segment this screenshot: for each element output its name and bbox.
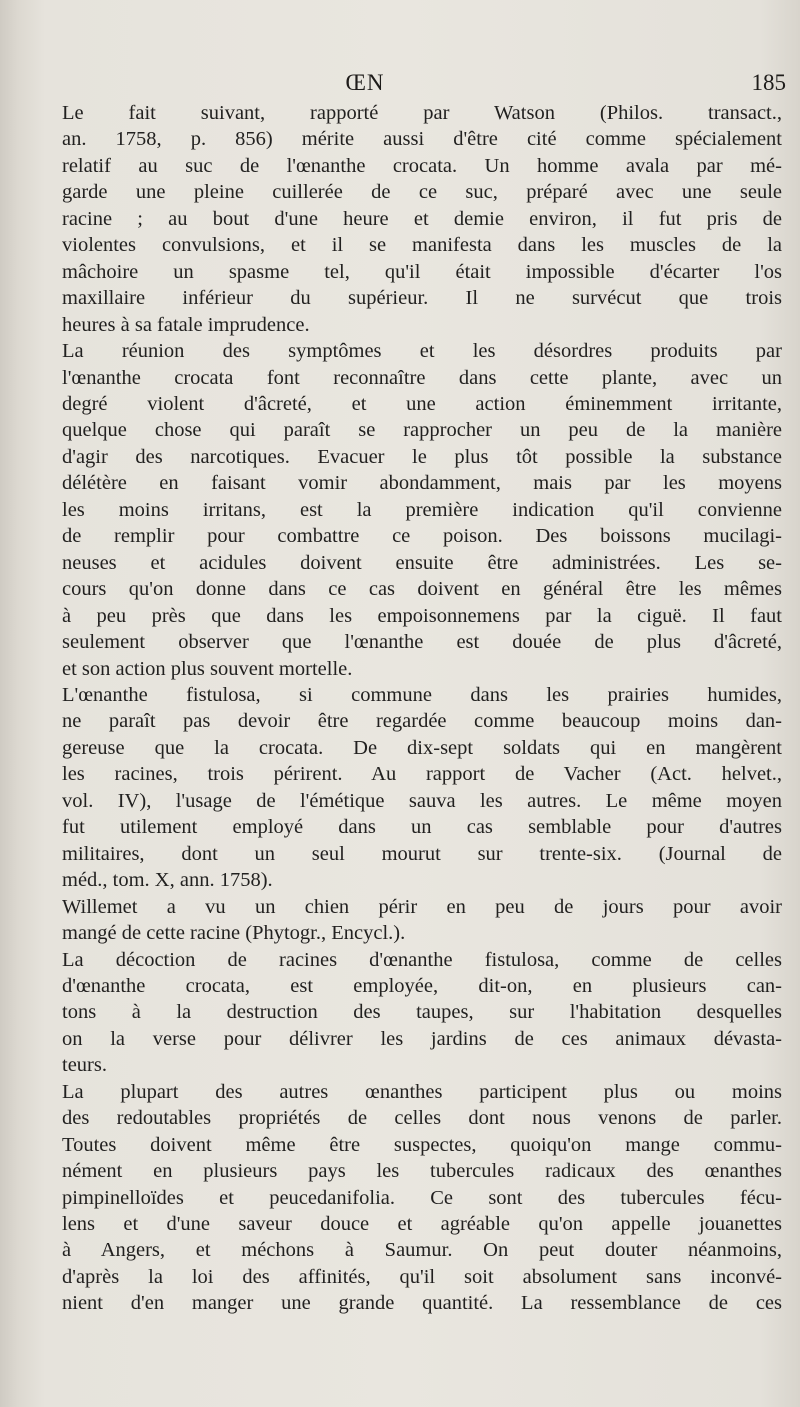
text-line: délétère en faisant vomir abondamment, mais par les moyens [62,472,782,495]
text-line: d'agir des narcotiques. Evacuer le plus tôt possible la substance [62,445,782,468]
text-line: Toutes doivent même être suspectes, quoiqu'on mange commu- [62,1133,782,1156]
text-line: seulement observer que l'œnanthe est douée de plus d'âcreté, [62,631,782,654]
text-line: à Angers, et méchons à Saumur. On peut douter néanmoins, [62,1239,782,1262]
text-line: méd., tom. X, ann. 1758). [62,869,273,892]
text-line: de remplir pour combattre ce poison. Des boissons mucilagi- [62,525,782,548]
text-line: an. 1758, p. 856) mérite aussi d'être cité comme spécialement [62,128,782,151]
text-line: La décoction de racines d'œnanthe fistulosa, comme de celles [62,948,782,971]
text-line: lens et d'une saveur douce et agréable qu'on appelle jouanettes [62,1213,782,1236]
paragraph-other-oenanthes [52,1079,782,1317]
text-line: La plupart des autres œnanthes participent plus ou moins [62,1080,782,1103]
text-line: d'œnanthe crocata, est employée, dit-on, en plusieurs can- [62,974,782,997]
text-line: militaires, dont un seul mourut sur trente-six. (Journal de [62,842,782,865]
text-line: teurs. [62,1054,107,1077]
text-line: l'œnanthe crocata font reconnaître dans cette plante, avec un [62,366,782,389]
text-line: heures à sa fatale imprudence. [62,313,310,336]
text-line: d'après la loi des affinités, qu'il soit absolument sans inconvé- [62,1265,782,1288]
paragraph-decoction [52,947,782,1079]
text-line: et son action plus souvent mortelle. [62,657,353,680]
text-line: racine ; au bout d'une heure et demie environ, il fut pris de [62,207,782,230]
text-line: maxillaire inférieur du supérieur. Il ne survécut que trois [62,287,782,310]
text-line: gereuse que la crocata. De dix-sept soldats qui en mangèrent [62,736,782,759]
text-line: violentes convulsions, et il se manifesta dans les muscles de la [62,234,782,257]
text-line: cours qu'on donne dans ce cas doivent en général être les mêmes [62,578,782,601]
text-line: La réunion des symptômes et les désordres produits par [62,340,782,363]
paragraph-willemet [52,894,782,947]
page-number: 185 [751,70,786,95]
text-line: fut utilement employé dans un cas semblable pour d'autres [62,816,782,839]
text-line: nément en plusieurs pays les tubercules radicaux des œnanthes [62,1160,782,1183]
text-line: on la verse pour délivrer les jardins de ces animaux dévasta- [62,1027,782,1050]
body-text [52,100,782,1317]
text-line: des redoutables propriétés de celles dont nous venons de parler. [62,1107,782,1130]
text-line: vol. IV), l'usage de l'émétique sauva les autres. Le même moyen [62,789,782,812]
text-line: nient d'en manger une grande quantité. La ressemblance de ces [62,1292,782,1315]
text-line: quelque chose qui paraît se rapprocher un peu de la manière [62,419,782,442]
paragraph-symptoms [52,338,782,682]
text-line: neuses et acidules doivent ensuite être administrées. Les se- [62,551,782,574]
text-line: les moins irritans, est la première indication qu'il convienne [62,498,782,521]
text-line: pimpinelloïdes et peucedanifolia. Ce sont des tubercules fécu- [62,1186,782,1209]
text-line: degré violent d'âcreté, et une action éminemment irritante, [62,392,782,415]
paragraph-fistulosa [52,682,782,894]
text-line: ne paraît pas devoir être regardée comme beaucoup moins dan- [62,710,782,733]
text-line: relatif au suc de l'œnanthe crocata. Un homme avala par mé- [62,154,782,177]
text-line: Le fait suivant, rapporté par Watson (Philos. transact., [62,102,782,124]
text-line: mangé de cette racine (Phytogr., Encycl.). [62,922,406,945]
text-line: L'œnanthe fistulosa, si commune dans les prairies humides, [62,683,782,706]
text-line: tons à la destruction des taupes, sur l'habitation desquelles [62,1001,782,1024]
text-line: Willemet a vu un chien périr en peu de jours pour avoir [62,895,782,918]
text-line: à peu près que dans les empoisonnemens par la ciguë. Il faut [62,604,782,627]
page-header [0,66,800,100]
paragraph-watson-case [52,100,782,338]
text-line: mâchoire un spasme tel, qu'il était impossible d'écarter l'os [62,260,782,283]
text-line: les racines, trois périrent. Au rapport de Vacher (Act. helvet., [62,763,782,786]
text-line: garde une pleine cuillerée de ce suc, préparé avec une seule [62,181,782,204]
running-head: ŒN [345,70,385,95]
